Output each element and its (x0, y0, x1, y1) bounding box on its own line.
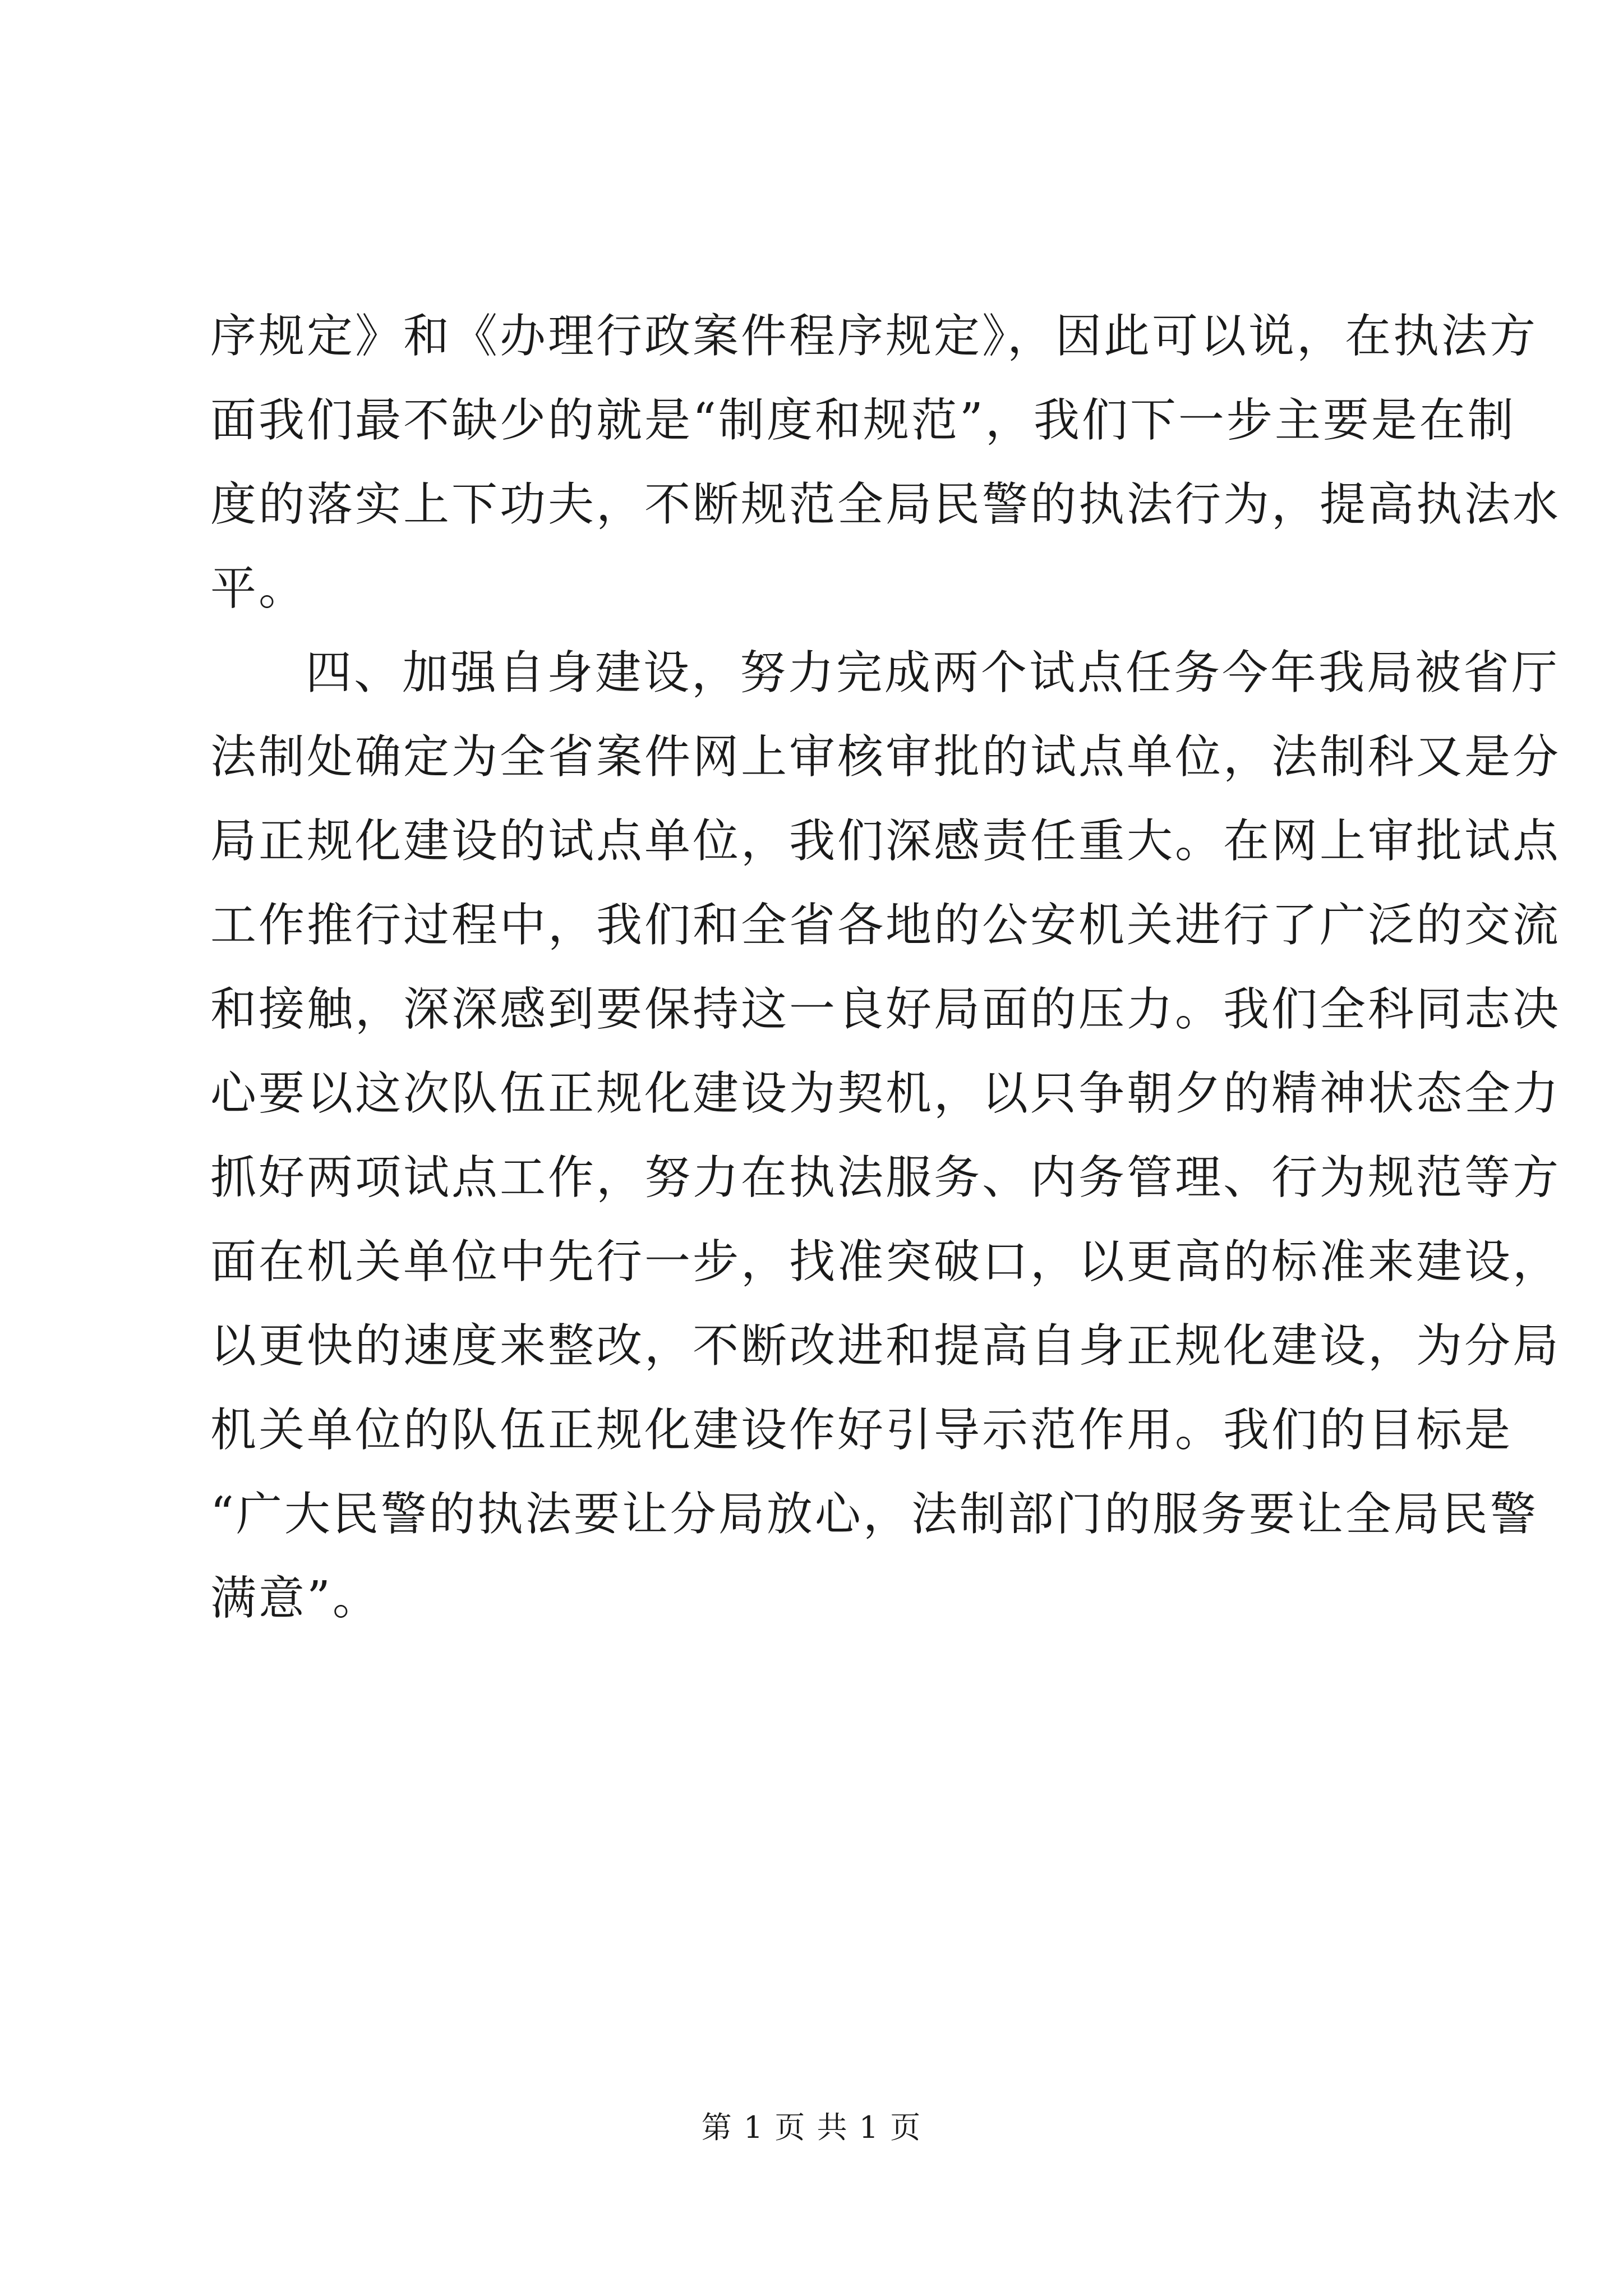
paragraph-2-line-11: “广大民警的执法要让分局放心，法制部门的服务要让全局民警 (210, 1488, 1538, 1541)
paragraph-2-line-8: 面在机关单位中先行一步，找准突破口，以更高的标准来建设， (210, 1235, 1561, 1289)
paragraph-1-line-1: 序规定》和《办理行政案件程序规定》，因此可以说，在执法方 (210, 310, 1538, 363)
paragraph-2-line-9: 以更快的速度来整改，不断改进和提高自身正规化建设，为分局 (210, 1319, 1561, 1373)
paragraph-1-line-2: 面我们最不缺少的就是“制度和规范”，我们下一步主要是在制 (210, 394, 1516, 447)
paragraph-2-line-7: 抓好两项试点工作，努力在执法服务、内务管理、行为规范等方 (210, 1151, 1561, 1204)
paragraph-2-line-12: 满意”。 (210, 1572, 381, 1625)
paragraph-1-line-3: 度的落实上下功夫，不断规范全局民警的执法行为，提高执法水 (210, 478, 1561, 531)
paragraph-2-line-6: 心要以这次队伍正规化建设为契机，以只争朝夕的精神状态全力 (210, 1067, 1561, 1120)
paragraph-2-line-1: 四、加强自身建设，努力完成两个试点任务今年我局被省厅 (306, 646, 1560, 700)
paragraph-1-line-4: 平。 (210, 562, 307, 615)
page-number-footer: 第 1 页 共 1 页 (701, 2110, 922, 2145)
paragraph-2-line-4: 工作推行过程中，我们和全省各地的公安机关进行了广泛的交流 (210, 899, 1561, 952)
paragraph-2-line-5: 和接触，深深感到要保持这一良好局面的压力。我们全科同志决 (210, 983, 1561, 1036)
paragraph-2-line-10: 机关单位的队伍正规化建设作好引导示范作用。我们的目标是 (210, 1404, 1513, 1457)
paragraph-2-line-2: 法制处确定为全省案件网上审核审批的试点单位，法制科又是分 (210, 730, 1561, 784)
paragraph-2-line-3: 局正规化建设的试点单位，我们深感责任重大。在网上审批试点 (210, 815, 1561, 868)
